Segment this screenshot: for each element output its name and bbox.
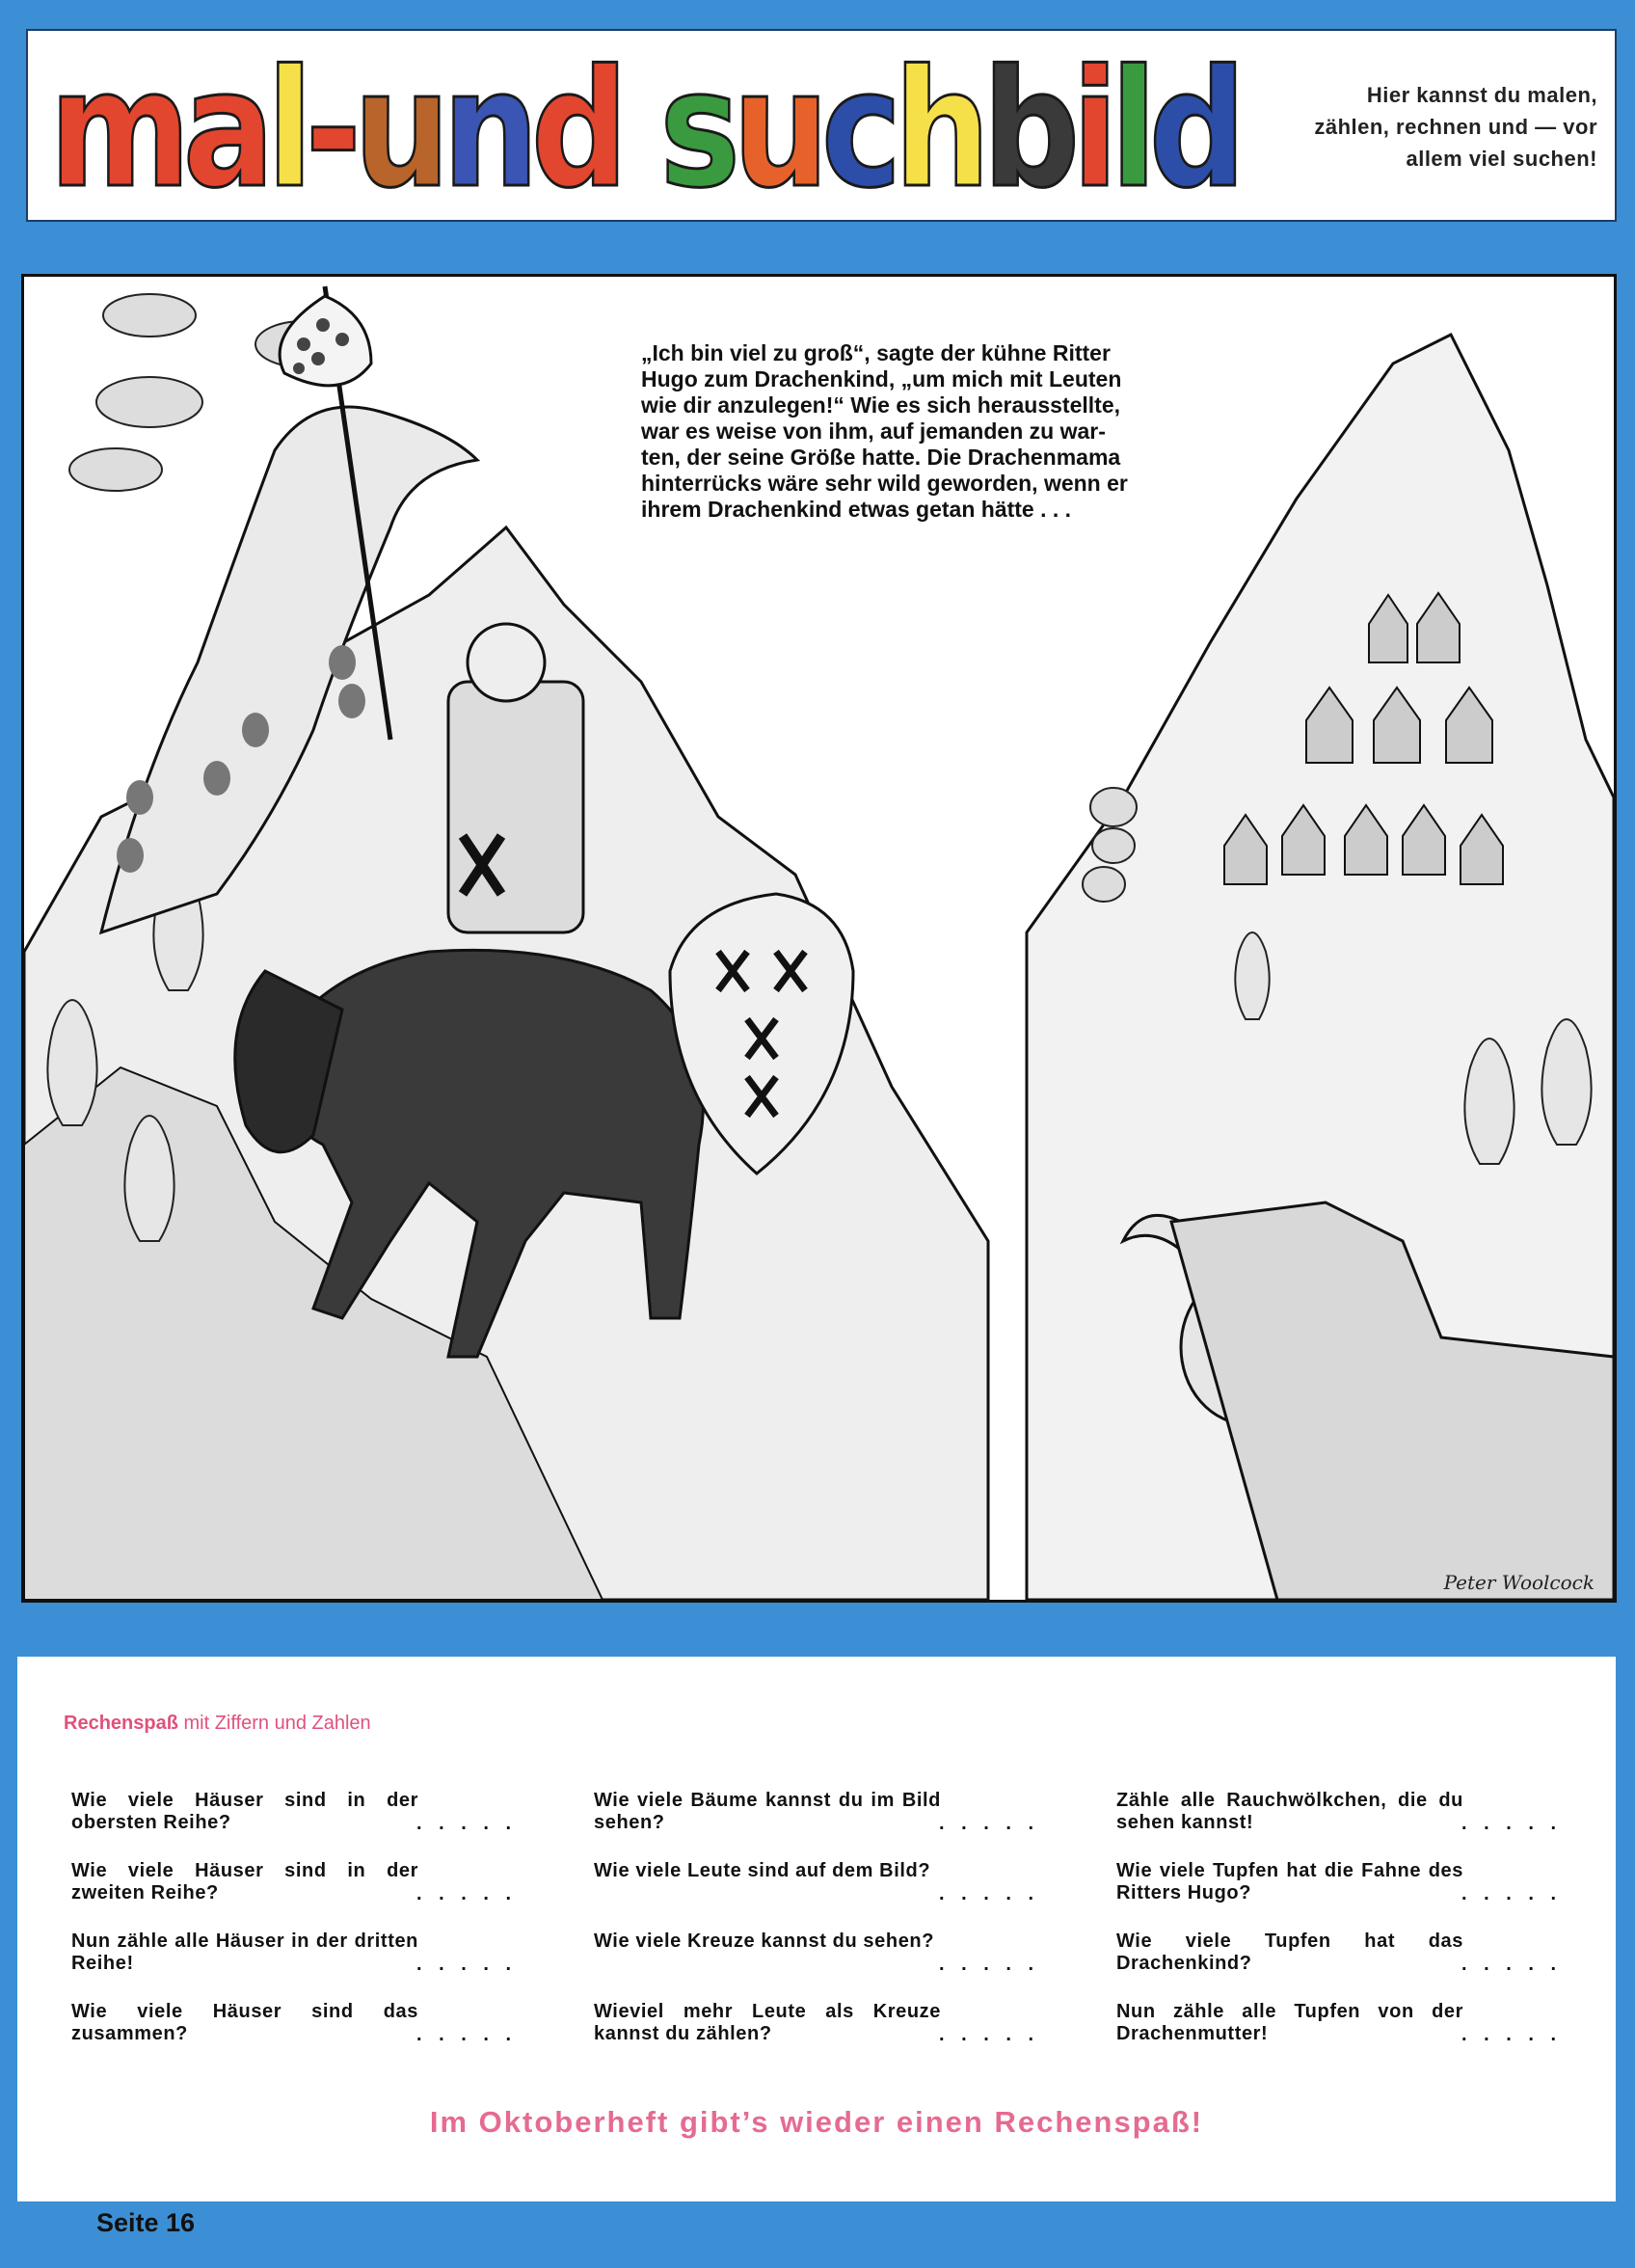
- quiz-column-2: [594, 1790, 1076, 2071]
- question-text: Wie viele Häuser sind in der obersten Reihe?: [71, 1790, 418, 1833]
- quiz-question: [1116, 1790, 1598, 1860]
- question-text: Wie viele Tupfen hat die Fahne des Ritters Hugo?: [1116, 1860, 1463, 1904]
- answer-blank: . . . . .: [415, 1954, 517, 1975]
- quiz-column-3: [1116, 1790, 1598, 2071]
- question-text: Nun zähle alle Tupfen von der Drachenmutter!: [1116, 2001, 1463, 2044]
- quiz-question: [1116, 2001, 1598, 2071]
- quiz-footer-note: Im Oktoberheft gibt’s wieder einen Rechenspaß!: [429, 2105, 1204, 2139]
- answer-blank: . . . . .: [415, 1813, 517, 1834]
- knight-flag: [280, 296, 371, 386]
- artist-signature: Peter Woolcock: [1443, 1571, 1595, 1594]
- question-text: Wieviel mehr Leute als Kreuze kannst du zählen?: [594, 2001, 941, 2044]
- quiz-question: [594, 1930, 1076, 2001]
- title-letter: h: [894, 35, 983, 224]
- title-letter: n: [442, 35, 531, 224]
- answer-blank: . . . . .: [1461, 2024, 1562, 2045]
- answer-blank: . . . . .: [415, 1883, 517, 1904]
- quiz-question: [594, 1860, 1076, 1930]
- quiz-heading-bold: Rechenspaß: [64, 1713, 178, 1734]
- answer-blank: . . . . .: [938, 2024, 1039, 2045]
- header-banner: [26, 29, 1617, 222]
- quiz-question: [1116, 1860, 1598, 1930]
- page-number: Seite 16: [96, 2208, 196, 2237]
- title-letter: c: [820, 35, 895, 224]
- title-letter: [620, 35, 659, 224]
- answer-blank: . . . . .: [1461, 1954, 1562, 1975]
- quiz-question: [71, 1930, 553, 2001]
- title-letter: s: [659, 35, 733, 224]
- story-text: „Ich bin viel zu groß“, sagte der kühne Ritter Hugo zum Drachenkind, „um mich mit Leuten wie dir anzulegen!“ Wie es sich herausstellte, war es weise von ihm, auf jemanden zu war- ten, der seine Größe hatte. Die Drachenmama hinterrücks wäre sehr wild geworden, wenn er ihrem Drachenkind etwas getan hätte . . .: [641, 340, 1128, 522]
- illustration-panel: [21, 274, 1617, 1603]
- title-letter: u: [732, 35, 821, 224]
- quiz-question: [594, 2001, 1076, 2071]
- answer-blank: . . . . .: [938, 1813, 1039, 1834]
- question-text: Wie viele Leute sind auf dem Bild?: [594, 1860, 931, 1881]
- answer-blank: . . . . .: [1461, 1813, 1562, 1834]
- quiz-section: [17, 1657, 1616, 2201]
- answer-blank: . . . . .: [938, 1954, 1039, 1975]
- quiz-question: [71, 2001, 553, 2071]
- question-text: Wie viele Tupfen hat das Drachenkind?: [1116, 1930, 1463, 1974]
- answer-blank: . . . . .: [415, 2024, 517, 2045]
- answer-blank: . . . . .: [938, 1883, 1039, 1904]
- question-text: Wie viele Kreuze kannst du sehen?: [594, 1930, 935, 1952]
- quiz-question: [71, 1790, 553, 1860]
- quiz-question: [71, 1860, 553, 1930]
- question-text: Wie viele Häuser sind in der zweiten Reihe?: [71, 1860, 418, 1904]
- tagline: Hier kannst du malen, zählen, rechnen und — vor allem viel suchen!: [1314, 83, 1597, 171]
- question-text: Zähle alle Rauchwölkchen, die du sehen kannst!: [1116, 1790, 1463, 1833]
- quiz-column-1: [71, 1790, 553, 2071]
- answer-blank: . . . . .: [1461, 1883, 1562, 1904]
- title-letter: m: [49, 35, 183, 224]
- title-letter: i: [1071, 35, 1111, 224]
- quiz-question: [594, 1790, 1076, 1860]
- title-letter: l: [1110, 35, 1149, 224]
- question-text: Wie viele Bäume kannst du im Bild sehen?: [594, 1790, 941, 1833]
- question-text: Wie viele Häuser sind das zusammen?: [71, 2001, 418, 2044]
- title-letter: d: [530, 35, 621, 224]
- title-letter: b: [982, 35, 1072, 224]
- title-letter: l: [266, 35, 306, 224]
- quiz-question: [1116, 1930, 1598, 2001]
- question-text: Nun zähle alle Häuser in der dritten Reihe!: [71, 1930, 418, 1974]
- page-title: [49, 35, 1239, 224]
- title-letter: u: [353, 35, 442, 224]
- title-letter: d: [1148, 35, 1239, 224]
- quiz-heading-rest: mit Ziffern und Zahlen: [177, 1713, 371, 1734]
- title-letter: a: [182, 35, 267, 224]
- quiz-heading: [64, 1713, 371, 1735]
- title-letter: -: [305, 35, 354, 224]
